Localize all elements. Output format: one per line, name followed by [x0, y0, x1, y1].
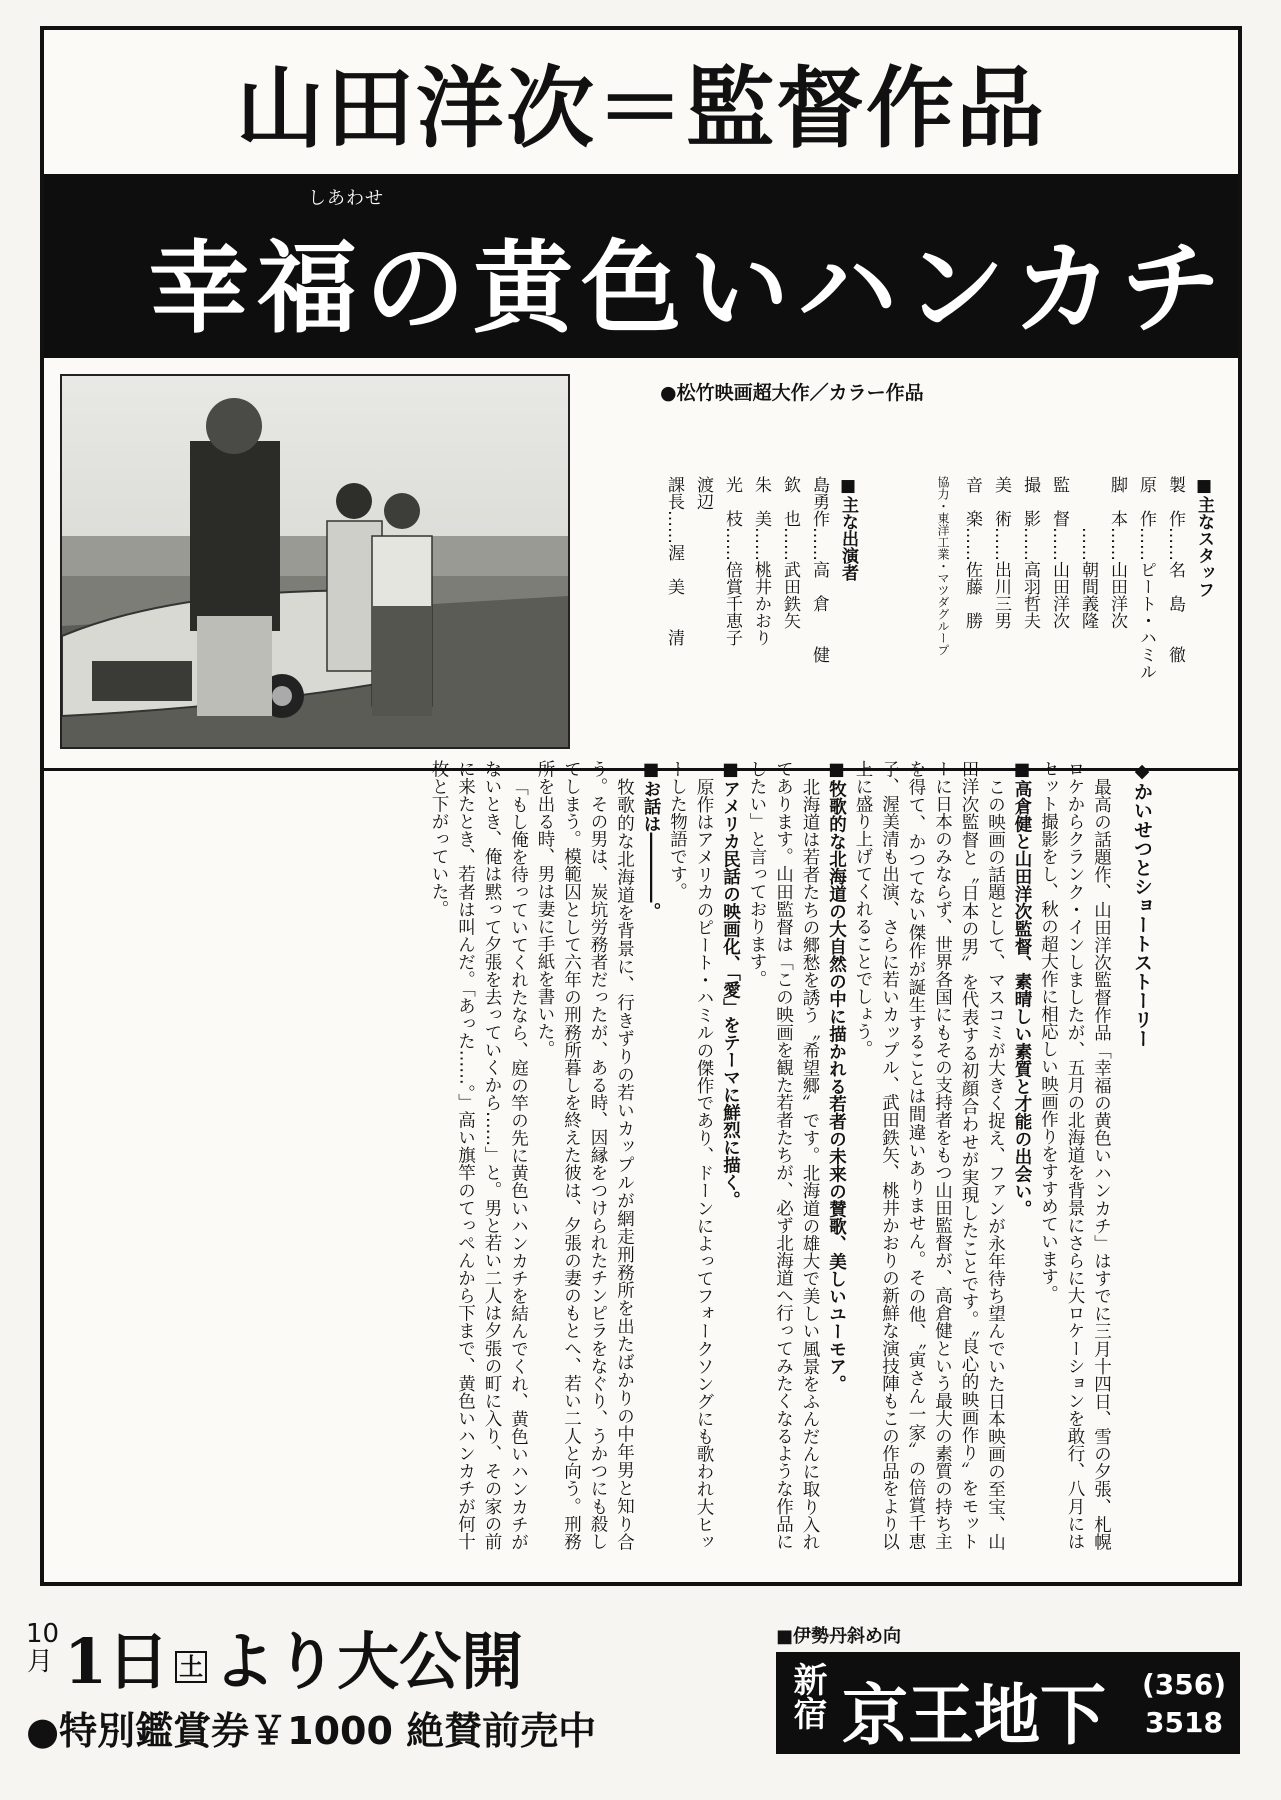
section-title: ■高倉健と山田洋次監督、素晴しい素質と才能の出会い。: [1012, 760, 1032, 1218]
story-text: [55, 760, 1155, 1550]
venue-phone: [1142, 1666, 1226, 1742]
month-number: 10: [26, 1619, 60, 1649]
staff-line: 脚 本……山田洋次: [1107, 476, 1127, 629]
phone-number: 3518: [1145, 1706, 1223, 1739]
title-ruby: しあわせ: [308, 188, 384, 209]
film-title: 幸福の黄色いハンカチ: [149, 229, 1229, 347]
title-band: [44, 174, 1238, 358]
staff-line: 原 作……ピート・ハミル: [1136, 476, 1156, 680]
cast-credits: [659, 476, 862, 746]
staff-line: 音 楽……佐藤 勝: [962, 476, 982, 629]
release-date: [64, 1612, 523, 1701]
month-label: 月: [26, 1647, 53, 1677]
cast-line: 光 枝……倍賞千恵子: [722, 476, 742, 646]
venue-city: 新宿: [787, 1662, 827, 1730]
section-title: ■お話は――――。: [641, 760, 661, 920]
staff-line: 協力・東洋工業・マツダグループ: [936, 476, 950, 656]
phone-area: (356): [1141, 1668, 1226, 1701]
staff-heading: ■主なスタッフ: [1194, 476, 1214, 598]
venue-note: ■伊勢丹斜め向: [776, 1626, 902, 1647]
cast-line: 欽 也……武田鉄矢: [780, 476, 800, 629]
section-text: この映画の話題として、マスコミが大きく捉え、ファンが永年待ち望んでいた日本映画の至宝、山田洋次監督と〝日本の男〟を代表する初顔合わせが実現したことです。〝良心的映画作り〟をモットーに日本のみならず、世界各国にもその支持者をもつ山田監督が、高倉健という最大の素質の持ち主を得て、かつてない傑作が誕生することは間違いありません。その他、〝寅さん一家〟の倍賞千恵子、渥美清も出演、さらに若いカップル、武田鉄矢、桃井かおりの新鮮な演技陣もこの作品をより以上に盛り上げてくれることでしょう。: [853, 760, 1006, 1550]
ticket-info: ●特別鑑賞券￥1000 絶賛前売中: [26, 1709, 597, 1753]
weekday-badge: 土: [175, 1651, 207, 1683]
venue-name: 京王地下: [842, 1676, 1106, 1754]
release-day: 1日: [64, 1625, 170, 1698]
venue-box: [776, 1652, 1240, 1754]
cast-heading: ■主な出演者: [838, 476, 858, 581]
cast-line: 渡辺: [693, 476, 713, 510]
staff-line: 監 督……山田洋次: [1049, 476, 1069, 629]
info-section: [44, 358, 1238, 771]
section-text: 原作はアメリカのピート・ハミルの傑作であり、ドーンによってフォークソングにも歌われ大ヒットした物語です。: [667, 760, 714, 1550]
staff-line: 製 作……名 島 徹: [1165, 476, 1185, 663]
release-text: より大公開: [213, 1625, 524, 1698]
staff-line: 美 術……出川三男: [991, 476, 1011, 629]
director-heading: 山田洋次＝監督作品: [235, 56, 1046, 160]
section-text: 「もし俺を待っていてくれたなら、庭の竿の先に黄色いハンカチを結んでくれ、黄色いハンカチがないとき、俺は黙って夕張を去っていくから……」と。男と若い二人は夕張の町に入り、その家の前に来たとき、若者は叫んだ。「あった……。」高い旗竿のてっぺんから下まで、黄色いハンカチが何十枚と下がっていた。: [429, 760, 529, 1550]
staff-credits: [928, 476, 1218, 746]
section-title: ■牧歌的な北海道の大自然の中に描かれる若者の未来の賛歌、美しいユーモア。: [826, 760, 847, 1393]
story-heading: ◆かいせつとショートストーリー: [1131, 760, 1153, 1048]
cast-line: 島勇作……高 倉 健: [809, 476, 829, 663]
cast-line: 朱 美……桃井かおり: [751, 476, 771, 646]
release-month: [26, 1619, 60, 1677]
production-credit: ●松竹映画超大作／カラー作品: [660, 382, 924, 404]
cast-line: 課長……渥 美 清: [664, 476, 684, 646]
staff-line: ……朝間義隆: [1078, 476, 1098, 629]
story-intro: 最高の話題作、山田洋次監督作品「幸福の黄色いハンカチ」はすでに三月十四日、雪の夕張、札幌ロケからクランク・インしましたが、五月の北海道を背景にさらに大ロケーションを敢行、八月にはセット撮影をし、秋の超大作に相応しい映画作りをすすめています。: [1038, 760, 1112, 1550]
section-text: 牧歌的な北海道を背景に、行きずりの若いカップルが網走刑務所を出たばかりの中年男と知り合う。その男は、炭坑労務者だったが、ある時、因縁をつけられたチンピラをなぐり、うかつにも殺してしまう。模範囚として六年の刑務所暮しを終えた彼は、夕張の妻のもとへ、若い二人と向う。刑務所を出る時、男は妻に手紙を書いた。: [535, 760, 635, 1550]
staff-line: 撮 影……高羽哲夫: [1020, 476, 1040, 629]
film-still-photo: [60, 374, 570, 749]
section-title: ■アメリカ民話の映画化、「愛」をテーマに鮮烈に描く。: [720, 760, 741, 1209]
section-text: 北海道は若者たちの郷愁を誘う〝希望郷〟です。北海道の雄大で美しい風景をふんだんに取り入れてあります。山田監督は「この映画を観た若者たちが、必ず北海道へ行ってみたくなるような作品にしたい」と言っております。: [747, 760, 820, 1550]
